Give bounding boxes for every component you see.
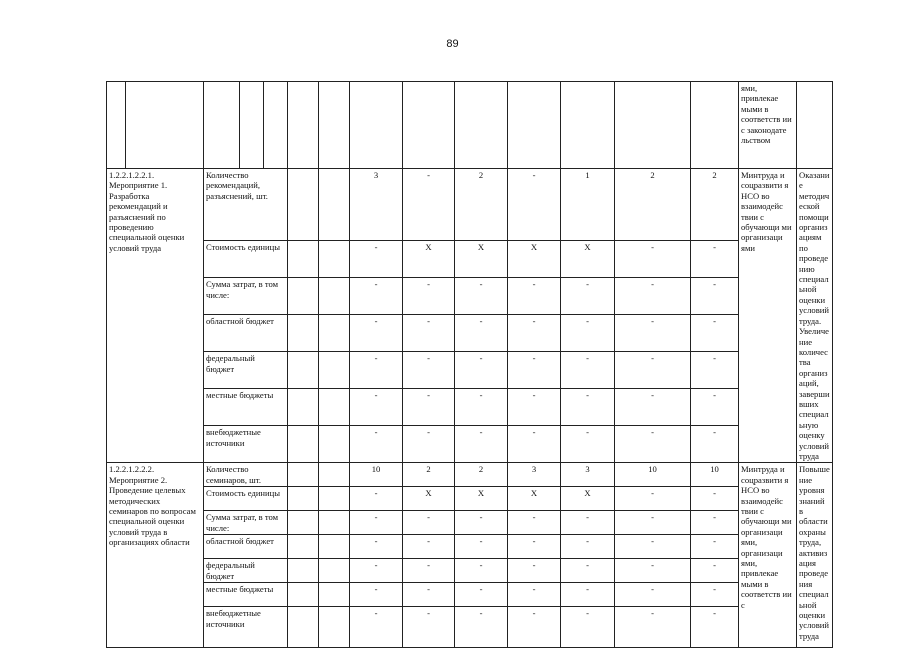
value-cell: - <box>691 315 739 352</box>
value-cell: - <box>691 278 739 315</box>
value-cell: - <box>455 389 508 426</box>
value-cell: - <box>508 169 561 241</box>
code-cell <box>107 82 126 169</box>
value-cell: - <box>403 169 455 241</box>
value-cell: - <box>350 487 403 511</box>
value-cell: - <box>350 315 403 352</box>
table-row <box>107 426 833 463</box>
indicator-name-cell: местные бюджеты <box>204 389 288 426</box>
value-cell: 3 <box>561 463 615 487</box>
value-cell: - <box>691 511 739 535</box>
indicator-name-cell: федеральный бюджет <box>204 559 288 583</box>
value-cell: - <box>455 583 508 607</box>
value-cell: X <box>508 241 561 278</box>
indicator-name-cell: областной бюджет <box>204 315 288 352</box>
value-cell: - <box>561 559 615 583</box>
table-row <box>107 583 833 607</box>
empty-cell <box>264 82 288 169</box>
value-cell: 10 <box>350 463 403 487</box>
empty-cell <box>288 278 319 315</box>
program-activities-table <box>106 81 833 648</box>
activity-code-cell: 1.2.2.1.2.2.2. Мероприятие 2. Проведение целевых методических семинаров по вопросам специальной оценки условий труда в организациях области <box>107 463 204 648</box>
value-cell: - <box>350 511 403 535</box>
value-cell: - <box>615 315 691 352</box>
value-cell: - <box>403 315 455 352</box>
indicator-name-cell: Количество рекомендаций, разъяснений, шт. <box>204 169 288 241</box>
empty-cell <box>319 426 350 463</box>
value-cell: - <box>615 487 691 511</box>
empty-cell <box>240 82 264 169</box>
empty-cell <box>319 559 350 583</box>
table-row <box>107 352 833 389</box>
empty-cell <box>288 241 319 278</box>
empty-cell <box>288 487 319 511</box>
value-cell: - <box>455 511 508 535</box>
executor-cell: ями, привлекае мыми в соответств ии с законодате льством <box>739 82 797 169</box>
value-cell: - <box>508 352 561 389</box>
value-cell: - <box>508 426 561 463</box>
value-cell: - <box>561 583 615 607</box>
expected-result-cell: Повышение уровня знаний в области охраны труда, активизация проведения специальной оценки условий труда <box>797 463 833 648</box>
value-cell: - <box>403 278 455 315</box>
indicator-name-cell: местные бюджеты <box>204 583 288 607</box>
value-cell: - <box>350 278 403 315</box>
empty-cell <box>288 535 319 559</box>
value-cell: - <box>561 607 615 648</box>
empty-cell <box>319 487 350 511</box>
value-cell: - <box>615 607 691 648</box>
value-cell: - <box>691 559 739 583</box>
value-cell: - <box>561 278 615 315</box>
table-row <box>107 607 833 648</box>
value-cell: 3 <box>350 169 403 241</box>
empty-cell <box>288 583 319 607</box>
value-cell: - <box>350 389 403 426</box>
value-cell: X <box>455 241 508 278</box>
value-cell: - <box>615 389 691 426</box>
empty-cell <box>319 352 350 389</box>
empty-cell <box>288 463 319 487</box>
empty-cell <box>319 511 350 535</box>
value-cell: - <box>615 559 691 583</box>
value-cell: - <box>350 352 403 389</box>
value-cell: X <box>561 241 615 278</box>
expected-result-cell: Оказание методической помощи организациям по проведению специальной оценки условий труда. Увеличение количества организаций, завершивших специальную оценку условий труда <box>797 169 833 463</box>
indicator-name-cell: Сумма затрат, в том числе: <box>204 278 288 315</box>
value-cell: 2 <box>455 463 508 487</box>
value-cell: - <box>508 315 561 352</box>
result-cell <box>797 82 833 169</box>
value-cell: 2 <box>403 463 455 487</box>
value-cell: 10 <box>691 463 739 487</box>
empty-cell <box>288 511 319 535</box>
value-cell <box>403 82 455 169</box>
indicator-name-cell: Количество семинаров, шт. <box>204 463 288 487</box>
value-cell: - <box>561 352 615 389</box>
table-row <box>107 169 833 241</box>
value-cell: - <box>508 511 561 535</box>
value-cell: - <box>403 559 455 583</box>
value-cell <box>615 82 691 169</box>
value-cell: - <box>561 535 615 559</box>
value-cell: - <box>403 352 455 389</box>
value-cell: - <box>350 559 403 583</box>
value-cell: - <box>508 389 561 426</box>
value-cell: - <box>508 278 561 315</box>
value-cell: - <box>561 426 615 463</box>
empty-cell <box>319 82 350 169</box>
empty-cell <box>319 583 350 607</box>
value-cell: - <box>615 535 691 559</box>
value-cell: 10 <box>615 463 691 487</box>
value-cell: - <box>455 278 508 315</box>
empty-cell <box>288 82 319 169</box>
value-cell: - <box>508 583 561 607</box>
indicator-name-cell: Сумма затрат, в том числе: <box>204 511 288 535</box>
indicator-name-cell: внебюджетные источники <box>204 607 288 648</box>
value-cell: - <box>403 426 455 463</box>
value-cell: - <box>350 426 403 463</box>
value-cell: 2 <box>615 169 691 241</box>
empty-cell <box>319 535 350 559</box>
value-cell: - <box>691 607 739 648</box>
value-cell: - <box>615 583 691 607</box>
table-row <box>107 278 833 315</box>
value-cell: - <box>403 583 455 607</box>
value-cell: - <box>350 535 403 559</box>
indicator-name-cell: областной бюджет <box>204 535 288 559</box>
empty-cell <box>319 241 350 278</box>
value-cell: - <box>691 352 739 389</box>
indicator-name-cell: Стоимость единицы <box>204 241 288 278</box>
value-cell <box>691 82 739 169</box>
value-cell: - <box>455 559 508 583</box>
indicator-name-cell: федеральный бюджет <box>204 352 288 389</box>
empty-cell <box>288 169 319 241</box>
value-cell: - <box>615 511 691 535</box>
empty-cell <box>288 352 319 389</box>
value-cell: - <box>561 315 615 352</box>
value-cell: - <box>455 352 508 389</box>
value-cell: - <box>455 607 508 648</box>
value-cell: X <box>561 487 615 511</box>
value-cell: - <box>403 607 455 648</box>
value-cell: - <box>508 607 561 648</box>
value-cell: - <box>350 583 403 607</box>
value-cell: - <box>691 426 739 463</box>
empty-cell <box>319 607 350 648</box>
value-cell: - <box>455 315 508 352</box>
table-row-continued <box>107 82 833 169</box>
value-cell: - <box>350 241 403 278</box>
value-cell: 2 <box>455 169 508 241</box>
value-cell <box>455 82 508 169</box>
empty-cell <box>319 315 350 352</box>
value-cell: 2 <box>691 169 739 241</box>
executor-cell: Минтруда и соцразвити я НСО во взаимодейс твии с обучающи ми организаци ями <box>739 169 797 463</box>
value-cell: X <box>403 487 455 511</box>
value-cell: - <box>691 389 739 426</box>
value-cell: 3 <box>508 463 561 487</box>
table-row <box>107 389 833 426</box>
table-row <box>107 241 833 278</box>
empty-cell <box>288 426 319 463</box>
empty-cell <box>319 463 350 487</box>
value-cell: X <box>403 241 455 278</box>
table-row <box>107 535 833 559</box>
indicator-cell <box>126 82 204 169</box>
empty-cell <box>288 559 319 583</box>
value-cell: - <box>691 241 739 278</box>
value-cell <box>508 82 561 169</box>
activity-code-cell: 1.2.2.1.2.2.1. Мероприятие 1. Разработка рекомендаций и разъяснений по проведению специальной оценки условий труда <box>107 169 204 463</box>
value-cell: X <box>508 487 561 511</box>
value-cell: X <box>455 487 508 511</box>
page-number: 89 <box>446 38 459 50</box>
empty-cell <box>288 607 319 648</box>
indicator-name-cell: Стоимость единицы <box>204 487 288 511</box>
value-cell <box>350 82 403 169</box>
empty-cell <box>288 315 319 352</box>
value-cell: - <box>615 278 691 315</box>
value-cell: 1 <box>561 169 615 241</box>
value-cell: - <box>508 559 561 583</box>
value-cell: - <box>455 535 508 559</box>
value-cell: - <box>403 389 455 426</box>
empty-cell <box>204 82 240 169</box>
value-cell: - <box>508 535 561 559</box>
value-cell: - <box>691 535 739 559</box>
table-row <box>107 559 833 583</box>
indicator-name-cell: внебюджетные источники <box>204 426 288 463</box>
value-cell: - <box>350 607 403 648</box>
value-cell: - <box>615 426 691 463</box>
value-cell: - <box>615 241 691 278</box>
value-cell <box>561 82 615 169</box>
value-cell: - <box>455 426 508 463</box>
table-row <box>107 315 833 352</box>
table-row <box>107 511 833 535</box>
empty-cell <box>319 278 350 315</box>
value-cell: - <box>691 487 739 511</box>
table-body <box>107 82 833 648</box>
value-cell: - <box>403 511 455 535</box>
executor-cell: Минтруда и соцразвити я НСО во взаимодейс твии с обучающи ми организаци ями, организаци ями, привлекае мыми в соответств ии с <box>739 463 797 648</box>
table-row <box>107 487 833 511</box>
value-cell: - <box>561 511 615 535</box>
empty-cell <box>319 389 350 426</box>
empty-cell <box>288 389 319 426</box>
empty-cell <box>319 169 350 241</box>
value-cell: - <box>691 583 739 607</box>
value-cell: - <box>615 352 691 389</box>
value-cell: - <box>403 535 455 559</box>
table-row <box>107 463 833 487</box>
value-cell: - <box>561 389 615 426</box>
